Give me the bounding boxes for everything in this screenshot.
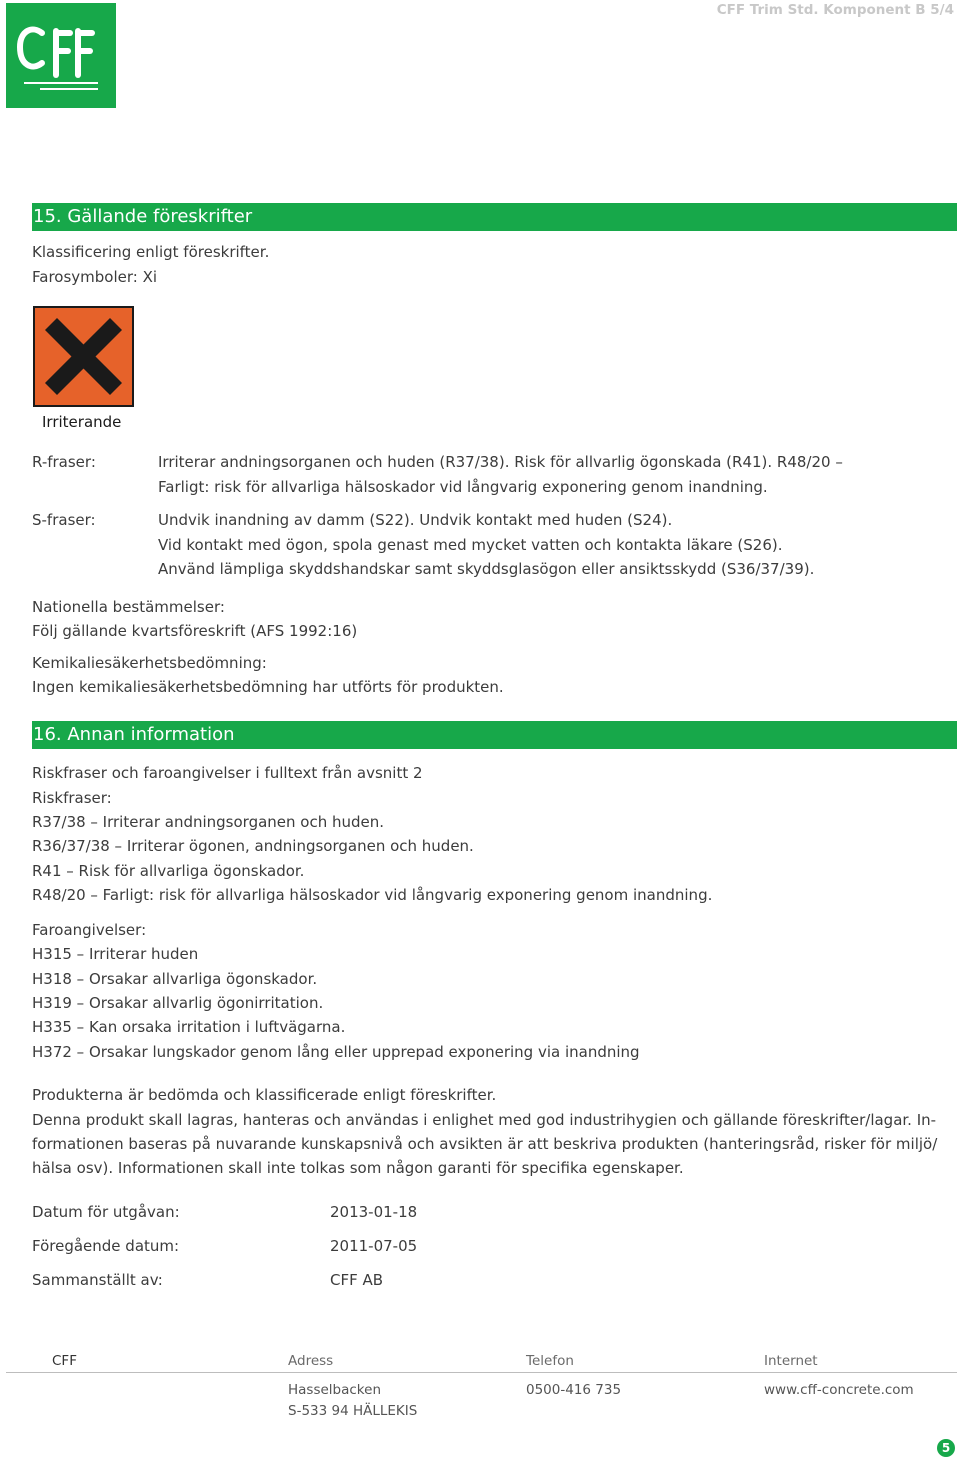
- footer-divider: [6, 1372, 957, 1373]
- previous-date-value: 2011-07-05: [330, 1237, 418, 1255]
- footer-address-line: Hasselbacken: [288, 1382, 382, 1398]
- page-number-badge: 5: [937, 1439, 955, 1457]
- r-phrases-line: Irriterar andningsorganen och huden (R37/38). Risk för allvarlig ögonskada (R41). R48/20 –: [158, 453, 843, 471]
- s-phrases-line: Använd lämpliga skyddshandskar samt skyddsglasögon eller ansiktsskydd (S36/37/39).: [158, 560, 815, 578]
- disclaimer-line: Denna produkt skall lagras, hanteras och användas i enlighet med god industrihygien och gällande föreskrifter/lagar. In-: [32, 1111, 937, 1129]
- footer-phone-label: Telefon: [526, 1353, 574, 1369]
- disclaimer-line: formationen baseras på nuvarande kunskapsnivå och avsikten är att beskriva produkten (hanteringsråd, risker för miljö/: [32, 1135, 938, 1153]
- hazard-statements-label: Faroangivelser:: [32, 921, 147, 939]
- hazard-symbols-text: Farosymboler: Xi: [32, 268, 158, 286]
- classification-text: Klassificering enligt föreskrifter.: [32, 243, 270, 261]
- document-title: CFF Trim Std. Komponent B 5/4: [716, 2, 954, 18]
- issue-date-value: 2013-01-18: [330, 1203, 418, 1221]
- cff-logo-icon: [6, 3, 116, 108]
- r-phrases-line: Farligt: risk för allvarliga hälsoskador vid långvarig exponering genom inandning.: [158, 478, 768, 496]
- hazard-statement-item: H319 – Orsakar allvarlig ögonirritation.: [32, 994, 324, 1012]
- national-regulations-label: Nationella bestämmelser:: [32, 598, 225, 616]
- r-phrases-label: R-fraser:: [32, 453, 96, 471]
- classification-statement: Produkterna är bedömda och klassificerade enligt föreskrifter.: [32, 1086, 497, 1104]
- risk-phrase-item: R37/38 – Irriterar andningsorganen och huden.: [32, 813, 385, 831]
- footer-phone: 0500-416 735: [526, 1382, 622, 1398]
- hazard-statement-item: H318 – Orsakar allvarliga ögonskador.: [32, 970, 318, 988]
- footer-internet-label: Internet: [764, 1353, 818, 1369]
- section-16-title: 16. Annan information: [33, 724, 235, 745]
- hazard-statement-item: H315 – Irriterar huden: [32, 945, 199, 963]
- section-16-header: [32, 721, 957, 749]
- irritant-x-icon: [35, 308, 132, 405]
- footer-address-line: S-533 94 HÄLLEKIS: [288, 1403, 418, 1419]
- risk-phrase-item: R36/37/38 – Irriterar ögonen, andningsorganen och huden.: [32, 837, 474, 855]
- section-15-header: [32, 203, 957, 231]
- national-regulations-text: Följ gällande kvartsföreskrift (AFS 1992:16): [32, 622, 358, 640]
- hazard-pictogram: [33, 306, 134, 407]
- risk-phrase-item: R48/20 – Farligt: risk för allvarliga hälsoskador vid långvarig exponering genom inandning.: [32, 886, 713, 904]
- hazard-statement-item: H372 – Orsakar lungskador genom lång eller upprepad exponering via inandning: [32, 1043, 640, 1061]
- chemical-safety-text: Ingen kemikaliesäkerhetsbedömning har utförts för produkten.: [32, 678, 504, 696]
- s-phrases-line: Undvik inandning av damm (S22). Undvik kontakt med huden (S24).: [158, 511, 673, 529]
- s-phrases-label: S-fraser:: [32, 511, 96, 529]
- footer-company: CFF: [52, 1353, 77, 1369]
- footer-website-link[interactable]: www.cff-concrete.com: [764, 1382, 914, 1398]
- hazard-statement-item: H335 – Kan orsaka irritation i luftvägarna.: [32, 1018, 346, 1036]
- previous-date-label: Föregående datum:: [32, 1237, 180, 1255]
- footer-address-label: Adress: [288, 1353, 334, 1369]
- hazard-label: Irriterande: [42, 413, 122, 431]
- risk-phrases-label: Riskfraser:: [32, 789, 112, 807]
- fulltext-intro: Riskfraser och faroangivelser i fulltext från avsnitt 2: [32, 764, 423, 782]
- disclaimer-line: hälsa osv). Informationen skall inte tolkas som någon garanti för specifika egenskaper.: [32, 1159, 684, 1177]
- issue-date-label: Datum för utgåvan:: [32, 1203, 180, 1221]
- compiled-by-value: CFF AB: [330, 1271, 384, 1289]
- s-phrases-line: Vid kontakt med ögon, spola genast med mycket vatten och kontakta läkare (S26).: [158, 536, 783, 554]
- cff-logo: [6, 3, 116, 108]
- chemical-safety-label: Kemikaliesäkerhetsbedömning:: [32, 654, 267, 672]
- risk-phrase-item: R41 – Risk för allvarliga ögonskador.: [32, 862, 305, 880]
- section-15-title: 15. Gällande föreskrifter: [33, 206, 253, 227]
- compiled-by-label: Sammanställt av:: [32, 1271, 163, 1289]
